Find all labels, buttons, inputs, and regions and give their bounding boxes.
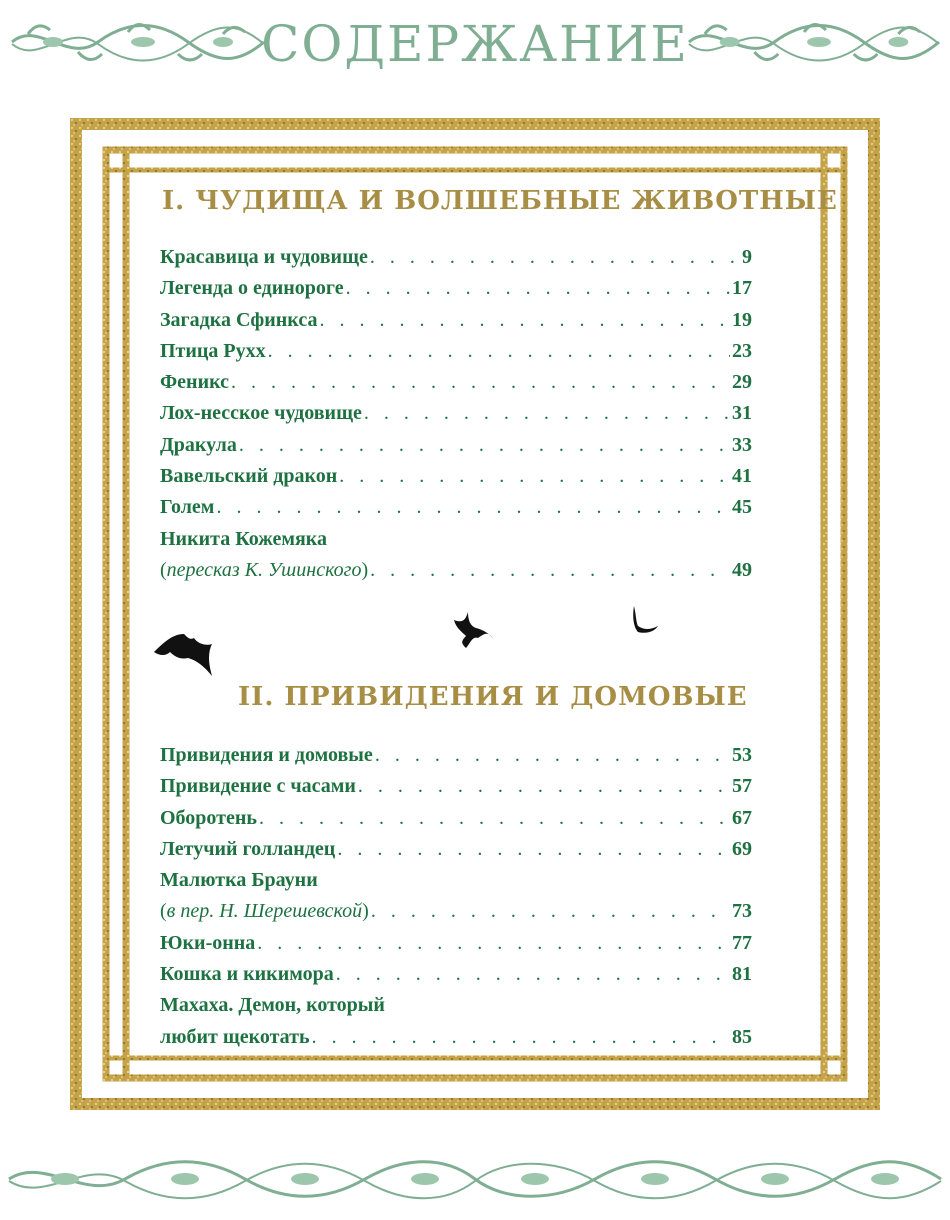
toc-entry[interactable]: [160, 309, 752, 340]
toc-entry-title: Голем: [160, 496, 215, 519]
toc-entry-page: 67: [732, 806, 752, 829]
vine-ornament-bottom-icon: [5, 1148, 945, 1210]
section-heading: II. ПРИВИДЕНИЯ И ДОМОВЫЕ: [238, 682, 748, 712]
toc-entry-page: 17: [732, 277, 752, 300]
toc-entry[interactable]: [160, 340, 752, 371]
toc-entry-subtitle: в пер. Н. Шерешевской: [166, 900, 363, 923]
leader-dots: [268, 340, 730, 363]
toc-entry[interactable]: [160, 402, 752, 433]
toc-entry[interactable]: [160, 932, 752, 963]
toc-entry-page: 23: [732, 339, 752, 362]
section-heading: I. ЧУДИЩА И ВОЛШЕБНЫЕ ЖИВОТНЫЕ: [162, 186, 838, 216]
toc-entry[interactable]: (пересказ К. Ушинского) . . . 49: [160, 559, 752, 590]
toc-entry-page: 31: [732, 402, 752, 425]
toc-entry-title: Дракула: [160, 433, 237, 456]
bat-icon: [454, 612, 494, 648]
toc-entry-title: Привидения и домовые: [160, 744, 373, 766]
leader-dots: [231, 371, 730, 394]
toc-entry[interactable]: [160, 371, 752, 402]
leader-dots: [339, 465, 730, 488]
toc-entry[interactable]: [160, 807, 752, 838]
toc-entry-title: Легенда о единороге: [160, 277, 344, 300]
toc-entry[interactable]: [160, 869, 752, 900]
bat-icon: [154, 634, 212, 676]
toc-entry-page: 29: [732, 371, 752, 394]
toc-entry-page: 49: [732, 558, 752, 581]
toc-entry-title: Малютка Брауни: [160, 869, 318, 892]
toc-entry-title: Никита Кожемяка: [160, 527, 327, 550]
leader-dots: [259, 807, 730, 830]
toc-entry-title: Махаха. Демон, который: [160, 994, 385, 1017]
toc-entry-title: любит щекотать: [160, 1025, 310, 1048]
toc-list: [160, 246, 752, 590]
toc-entry-title: Юки-онна: [160, 931, 256, 954]
toc-entry[interactable]: [160, 465, 752, 496]
leader-dots: [319, 309, 730, 332]
toc-entry-page: 45: [732, 496, 752, 519]
toc-entry-title: Загадка Сфинкса: [160, 308, 318, 331]
toc-entry-title: Кошка и кикимора: [160, 963, 334, 986]
leader-dots: [371, 900, 730, 923]
toc-entry[interactable]: [160, 246, 752, 277]
vine-ornament-right-icon: [685, 14, 943, 70]
toc-entry-title: Лох-несское чудовище: [160, 402, 362, 425]
leader-dots: [337, 838, 730, 861]
toc-entry[interactable]: [160, 838, 752, 869]
toc-entry[interactable]: [160, 994, 752, 1025]
leader-dots: [336, 963, 730, 986]
toc-entry-title: Оборотень: [160, 806, 257, 829]
toc-entry[interactable]: [160, 963, 752, 994]
leader-dots: [370, 246, 740, 269]
bats-illustration: [150, 600, 670, 690]
toc-entry[interactable]: [160, 744, 752, 775]
toc-list: [160, 744, 752, 1057]
leader-dots: [346, 277, 730, 300]
toc-entry-title: Феникс: [160, 371, 230, 394]
toc-entry[interactable]: [160, 277, 752, 308]
page-title: СОДЕРЖАНИЕ: [261, 15, 689, 73]
leader-dots: [364, 402, 730, 425]
toc-entry[interactable]: [160, 496, 752, 527]
toc-entry-page: 9: [742, 246, 752, 268]
toc-entry-page: 73: [732, 900, 752, 923]
toc-entry[interactable]: (в пер. Н. Шерешевской) . . . 73: [160, 900, 752, 931]
toc-entry-subtitle: пересказ К. Ушинского: [166, 558, 362, 581]
toc-entry-page: 19: [732, 308, 752, 331]
toc-entry-page: 57: [732, 775, 752, 798]
toc-entry-page: 53: [732, 744, 752, 766]
toc-entry[interactable]: [160, 1026, 752, 1057]
toc-entry-title: Красавица и чудовище: [160, 246, 368, 268]
toc-entry-page: 81: [732, 963, 752, 986]
toc-entry-title: Привидение с часами: [160, 775, 356, 798]
leader-dots: [216, 496, 730, 519]
toc-entry[interactable]: [160, 528, 752, 559]
leader-dots: [239, 434, 730, 457]
leader-dots: [312, 1026, 730, 1049]
toc-entry-title: Летучий голландец: [160, 837, 336, 860]
toc-entry-page: 33: [732, 433, 752, 456]
toc-entry-page: 77: [732, 931, 752, 954]
leader-dots: [375, 744, 730, 767]
toc-entry-page: 85: [732, 1025, 752, 1048]
toc-entry-title: Вавельский дракон: [160, 465, 338, 488]
leader-dots: [257, 932, 730, 955]
bat-icon: [633, 606, 658, 633]
leader-dots: [358, 775, 730, 798]
toc-entry-page: 41: [732, 465, 752, 488]
toc-entry-page: 69: [732, 837, 752, 860]
toc-entry[interactable]: [160, 775, 752, 806]
page-header: [0, 0, 950, 90]
toc-entry[interactable]: [160, 434, 752, 465]
leader-dots: [370, 559, 730, 582]
toc-entry-title: Птица Рухх: [160, 339, 266, 362]
